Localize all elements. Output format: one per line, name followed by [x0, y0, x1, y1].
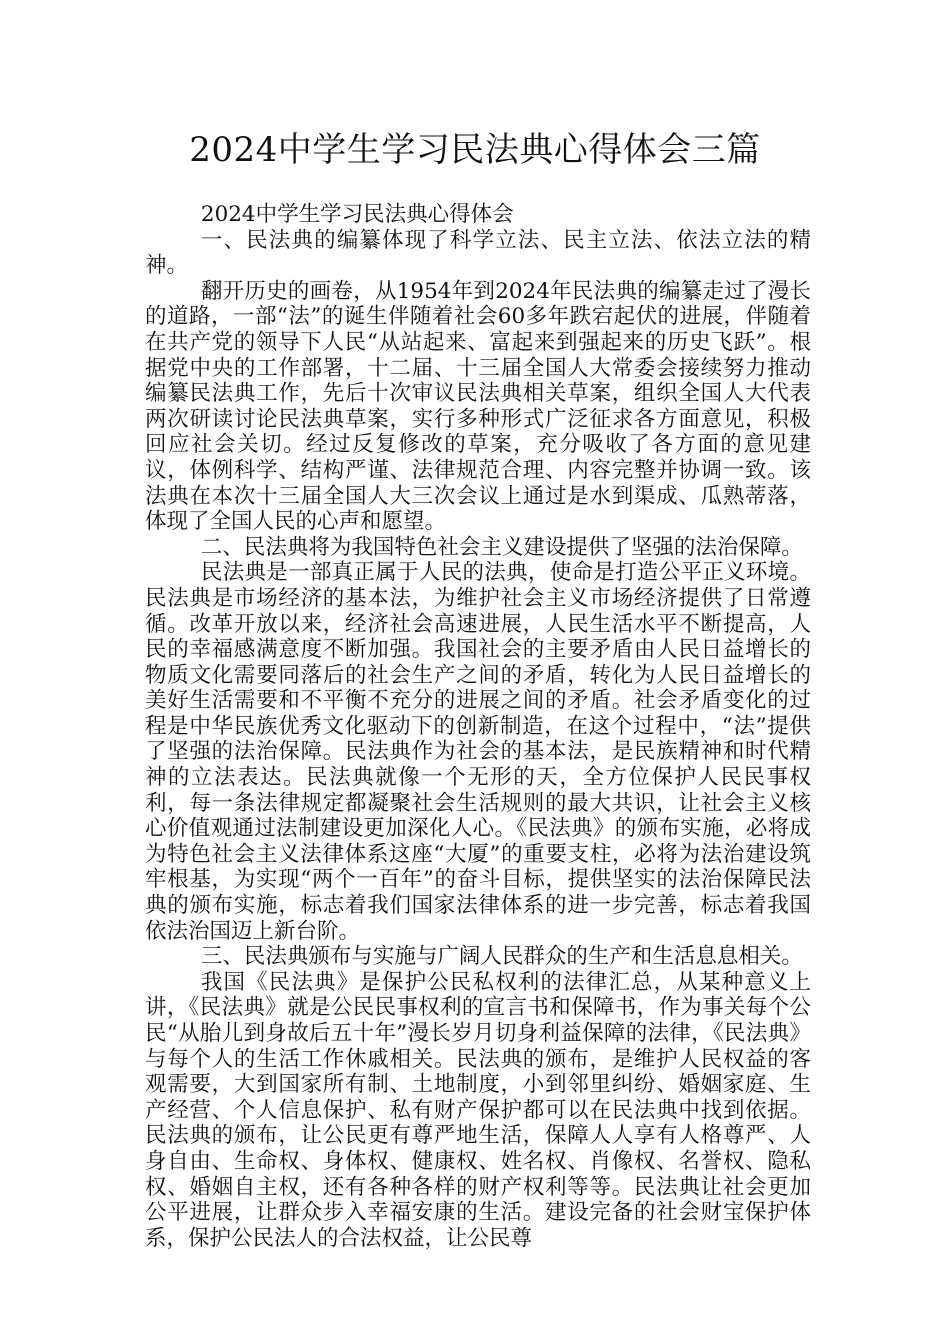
body-paragraph: 民法典是一部真正属于人民的法典，使命是打造公平正义环境。民法典是市场经济的基本法，为维护社会主义市场经济提供了日常遵循。改革开放以来，经济社会高速进展，人民生活水平不断提高，人民的幸福感满意度不断加强。我国社会的主要矛盾由人民日益增长的物质文化需要同落后的社会生产之间的矛盾，转化为人民日益增长的美好生活需要和不平衡不充分的进展之间的矛盾。社会矛盾变化的过程是中华民族优秀文化驱动下的创新制造，在这个过程中，“法”提供了坚强的法治保障。民法典作为社会的基本法，是民族精神和时代精神的立法表达。民法典就像一个无形的天，全方位保护人民民事权利，每一条法律规定都凝聚社会生活规则的最大共识，让社会主义核心价值观通过法制建设更加深化人心。《民法典》的颁布实施，必将成为特色社会主义法律体系这座“大厦”的重要支柱，必将为法治建设筑牢根基，为实现“两个一百年”的奋斗目标，提供坚实的法治保障民法典的颁布实施，标志着我们国家法律体系的进一步完善，标志着我国依法治国迈上新台阶。	[145, 560, 811, 944]
document-subtitle: 2024中学生学习民法典心得体会	[200, 202, 514, 227]
section-heading-2: 二、民法典将为我国特色社会主义建设提供了坚强的法治保障。	[200, 534, 803, 560]
body-paragraph: 我国《民法典》是保护公民私权利的法律汇总，从某种意义上讲，《民法典》就是公民民事权利的宣言书和保障书，作为事关每个公民“从胎儿到身故后五十年”漫长岁月切身利益保障的法律，《民法典》与每个人的生活工作休戚相关。民法典的颁布，是维护人民权益的客观需要，大到国家所有制、土地制度，小到邻里纠纷、婚姻家庭、生产经营、个人信息保护、私有财产保护都可以在民法典中找到依据。民法典的颁布，让公民更有尊严地生活，保障人人享有人格尊严、人身自由、生命权、身体权、健康权、姓名权、肖像权、名誉权、隐私权、婚姻自主权，还有各种各样的财产权利等等。民法典让社会更加公平进展，让群众步入幸福安康的生活。建设完备的社会财宝保护体系，保护公民法人的合法权益，让公民尊	[145, 969, 811, 1251]
section-heading-1: 一、民法典的编纂体现了科学立法、民主立法、依法立法的精神。	[145, 227, 811, 279]
document-body	[145, 202, 811, 1251]
section-heading-3: 三、民法典颁布与实施与广阔人民群众的生产和生活息息相关。	[200, 944, 803, 970]
document-title: 2024中学生学习民法典心得体会三篇	[189, 130, 761, 170]
body-paragraph: 翻开历史的画卷，从1954年到2024年民法典的编纂走过了漫长的道路，一部“法”的诞生伴随着社会60多年跌宕起伏的进展，伴随着在共产党的领导下人民“从站起来、富起来到强起来的历史飞跃”。根据党中央的工作部署，十二届、十三届全国人大常委会接续努力推动编纂民法典工作，先后十次审议民法典相关草案，组织全国人大代表两次研读讨论民法典草案，实行多种形式广泛征求各方面意见，积极回应社会关切。经过反复修改的草案，充分吸收了各方面的意见建议，体例科学、结构严谨、法律规范合理、内容完整并协调一致。该法典在本次十三届全国人大三次会议上通过是水到渠成、瓜熟蒂落，体现了全国人民的心声和愿望。	[145, 278, 811, 535]
